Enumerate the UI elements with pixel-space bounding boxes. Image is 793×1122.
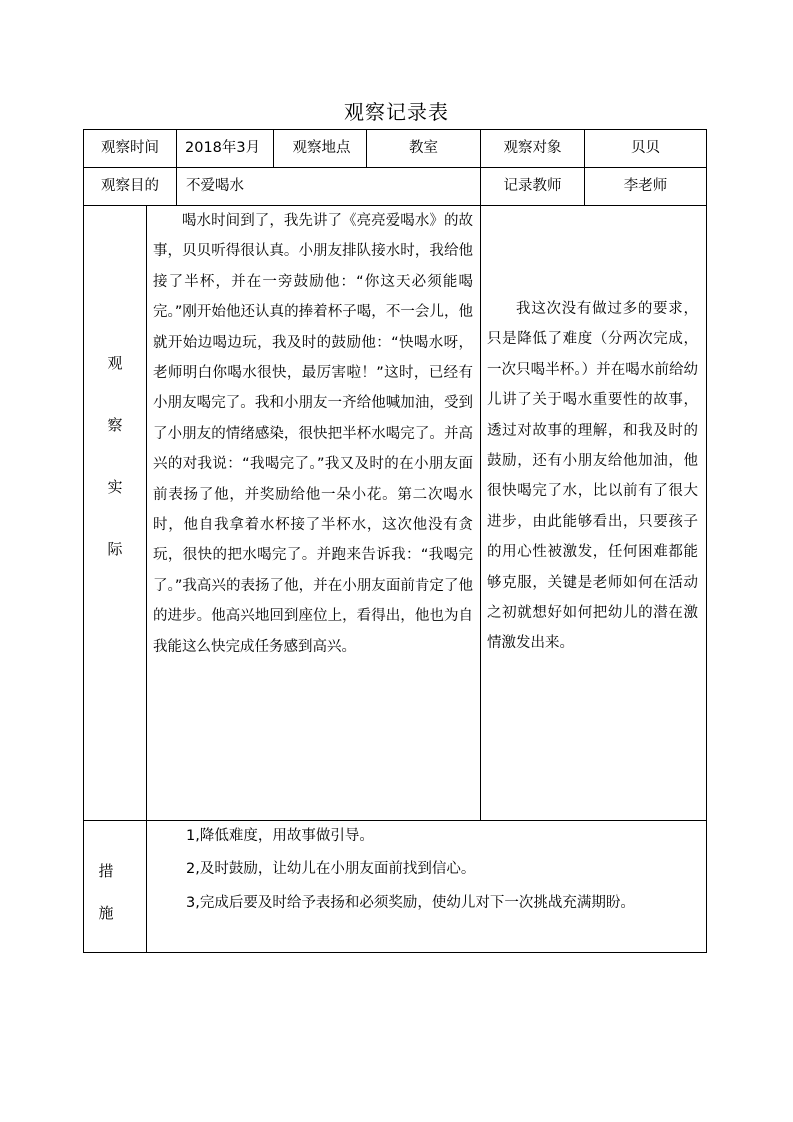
actual-label-char: 察 <box>107 416 123 434</box>
teacher-label: 记录教师 <box>503 178 562 194</box>
time-value: 2018年3月 <box>185 140 261 156</box>
actual-label <box>105 352 125 600</box>
time-label: 观察时间 <box>101 140 159 156</box>
target-value: 贝贝 <box>631 140 660 156</box>
actual-label-char: 际 <box>107 540 123 558</box>
purpose-label: 观察目的 <box>101 178 159 194</box>
measures-label-char: 施 <box>98 904 114 922</box>
teacher-value: 李老师 <box>623 178 668 194</box>
page-title: 观察记录表 <box>344 100 449 124</box>
actual-label-char: 实 <box>107 478 123 496</box>
place-value: 教室 <box>409 140 438 156</box>
measure-item: 2,及时鼓励，让幼儿在小朋友面前找到信心。 <box>186 861 476 877</box>
measures-label-char: 措 <box>98 862 114 880</box>
observation-record: 喝水时间到了，我先讲了《亮亮爱喝水》的故事，贝贝听得很认真。小朋友排队接水时，我给他接了半杯，并在一旁鼓励他：“你这天必须能喝完。”刚开始他还认真的捧着杯子喝，不一会儿，他就开始边喝边玩，我及时的鼓励他：“快喝水呀，老师明白你喝水很快，最厉害啦！”这时，已经有小朋友喝完了。我和小朋友一齐给他喊加油，受到了小朋友的情绪感染，很快把半杯水喝完了。并高兴的对我说：“我喝完了。”我又及时的在小朋友面前表扬了他，并奖励给他一朵小花。第二次喝水时，他自我拿着水杯接了半杯水，这次他没有贪玩，很快的把水喝完了。并跑来告诉我：“我喝完了。”我高兴的表扬了他，并在小朋友面前肯定了他的进步。他高兴地回到座位上，看得出，他也为自我能这么快完成任务感到高兴。 <box>153 213 473 655</box>
actual-label-char: 观 <box>107 354 123 372</box>
measure-item: 3,完成后要及时给予表扬和必须奖励，使幼儿对下一次挑战充满期盼。 <box>186 895 635 911</box>
purpose-value: 不爱喝水 <box>186 178 244 194</box>
target-label: 观察对象 <box>503 140 562 156</box>
measures-label <box>96 860 116 944</box>
place-label: 观察地点 <box>292 140 351 156</box>
observation-reflection: 我这次没有做过多的要求，只是降低了难度（分两次完成，一次只喝半杯。）并在喝水前给幼儿讲了关于喝水重要性的故事，透过对故事的理解，和我及时的鼓励，还有小朋友给他加油，他很快喝完了水，比以前有了很大进步，由此能够看出，只要孩子的用心性被激发，任何困难都能够克服，关键是老师如何在活动之初就想好如何把幼儿的潜在激情激发出来。 <box>487 301 698 652</box>
measure-item: 1,降低难度，用故事做引导。 <box>186 828 374 844</box>
